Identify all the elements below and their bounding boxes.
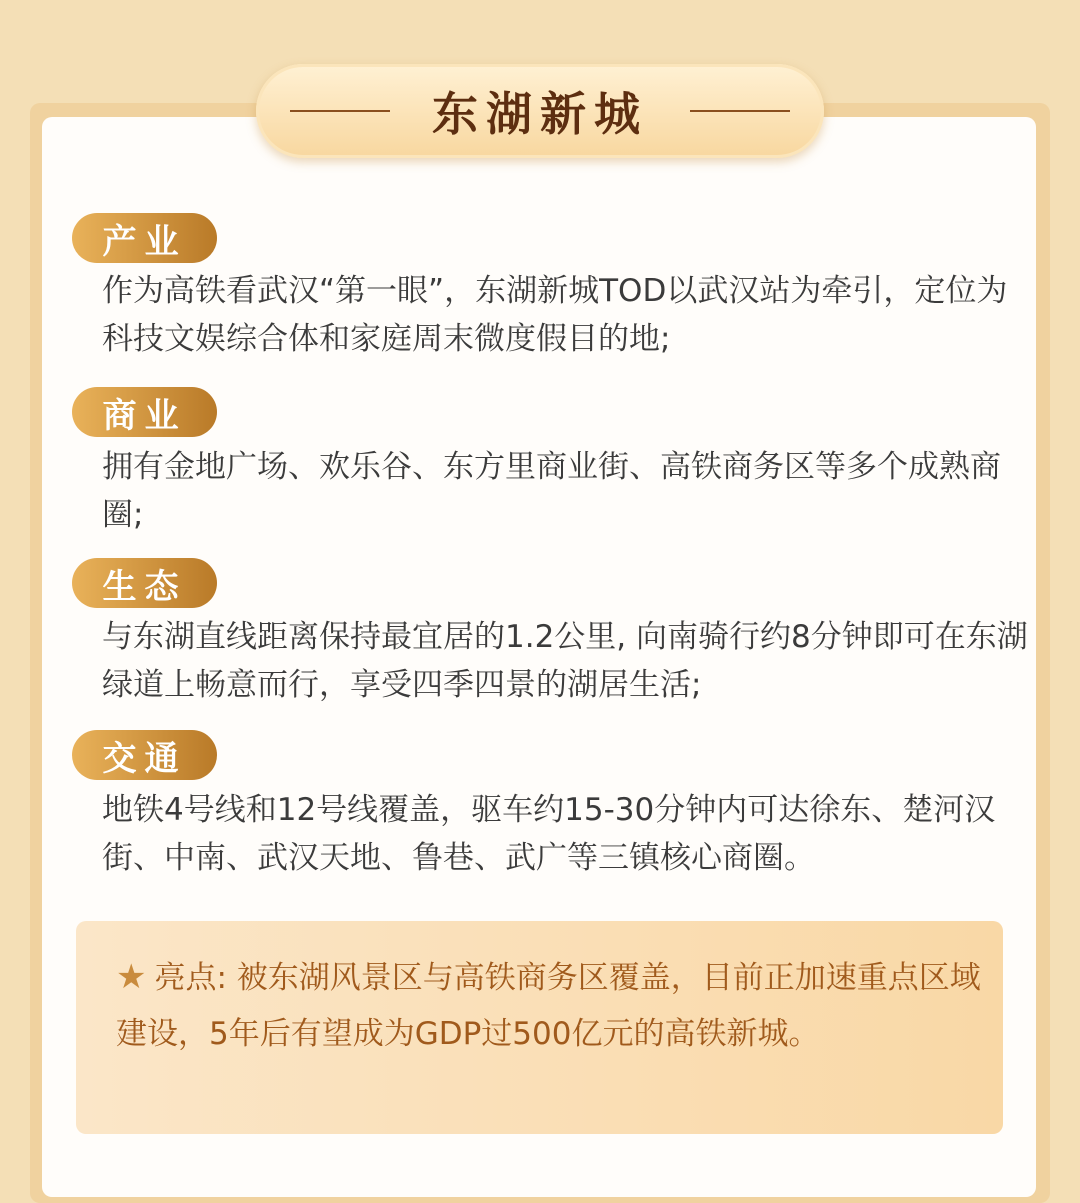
section-text-industry: 作为高铁看武汉“第一眼”，东湖新城TOD以武汉站为牵引，定位为科技文娱综合体和家庭周末微度假目的地; bbox=[102, 273, 1008, 357]
section-text-ecology: 与东湖直线距离保持最宜居的1.2公里, 向南骑行约8分钟即可在东湖绿道上畅意而行，享受四季四景的湖居生活; bbox=[102, 619, 1028, 703]
page-title: 东湖新城 bbox=[432, 87, 648, 141]
title-banner bbox=[256, 64, 824, 158]
section-badge-industry: 产业 bbox=[72, 213, 217, 263]
section-badge-transport: 交通 bbox=[72, 730, 217, 780]
section-badge-commerce: 商业 bbox=[72, 387, 217, 437]
section-badge-ecology: 生态 bbox=[72, 558, 217, 608]
star-icon: ★ bbox=[116, 957, 147, 997]
title-divider-left bbox=[290, 110, 390, 112]
section-text-transport: 地铁4号线和12号线覆盖，驱车约15-30分钟内可达徐东、楚河汉街、中南、武汉天地、鲁巷、武广等三镇核心商圈。 bbox=[102, 792, 996, 876]
title-divider-right bbox=[690, 110, 790, 112]
highlight-paragraph bbox=[116, 949, 986, 1062]
highlight-text: 亮点: 被东湖风景区与高铁商务区覆盖，目前正加速重点区域建设，5年后有望成为GDP过500亿元的高铁新城。 bbox=[116, 960, 981, 1052]
highlight-box bbox=[76, 921, 1003, 1134]
section-text-commerce: 拥有金地广场、欢乐谷、东方里商业街、高铁商务区等多个成熟商圈; bbox=[102, 449, 1001, 533]
